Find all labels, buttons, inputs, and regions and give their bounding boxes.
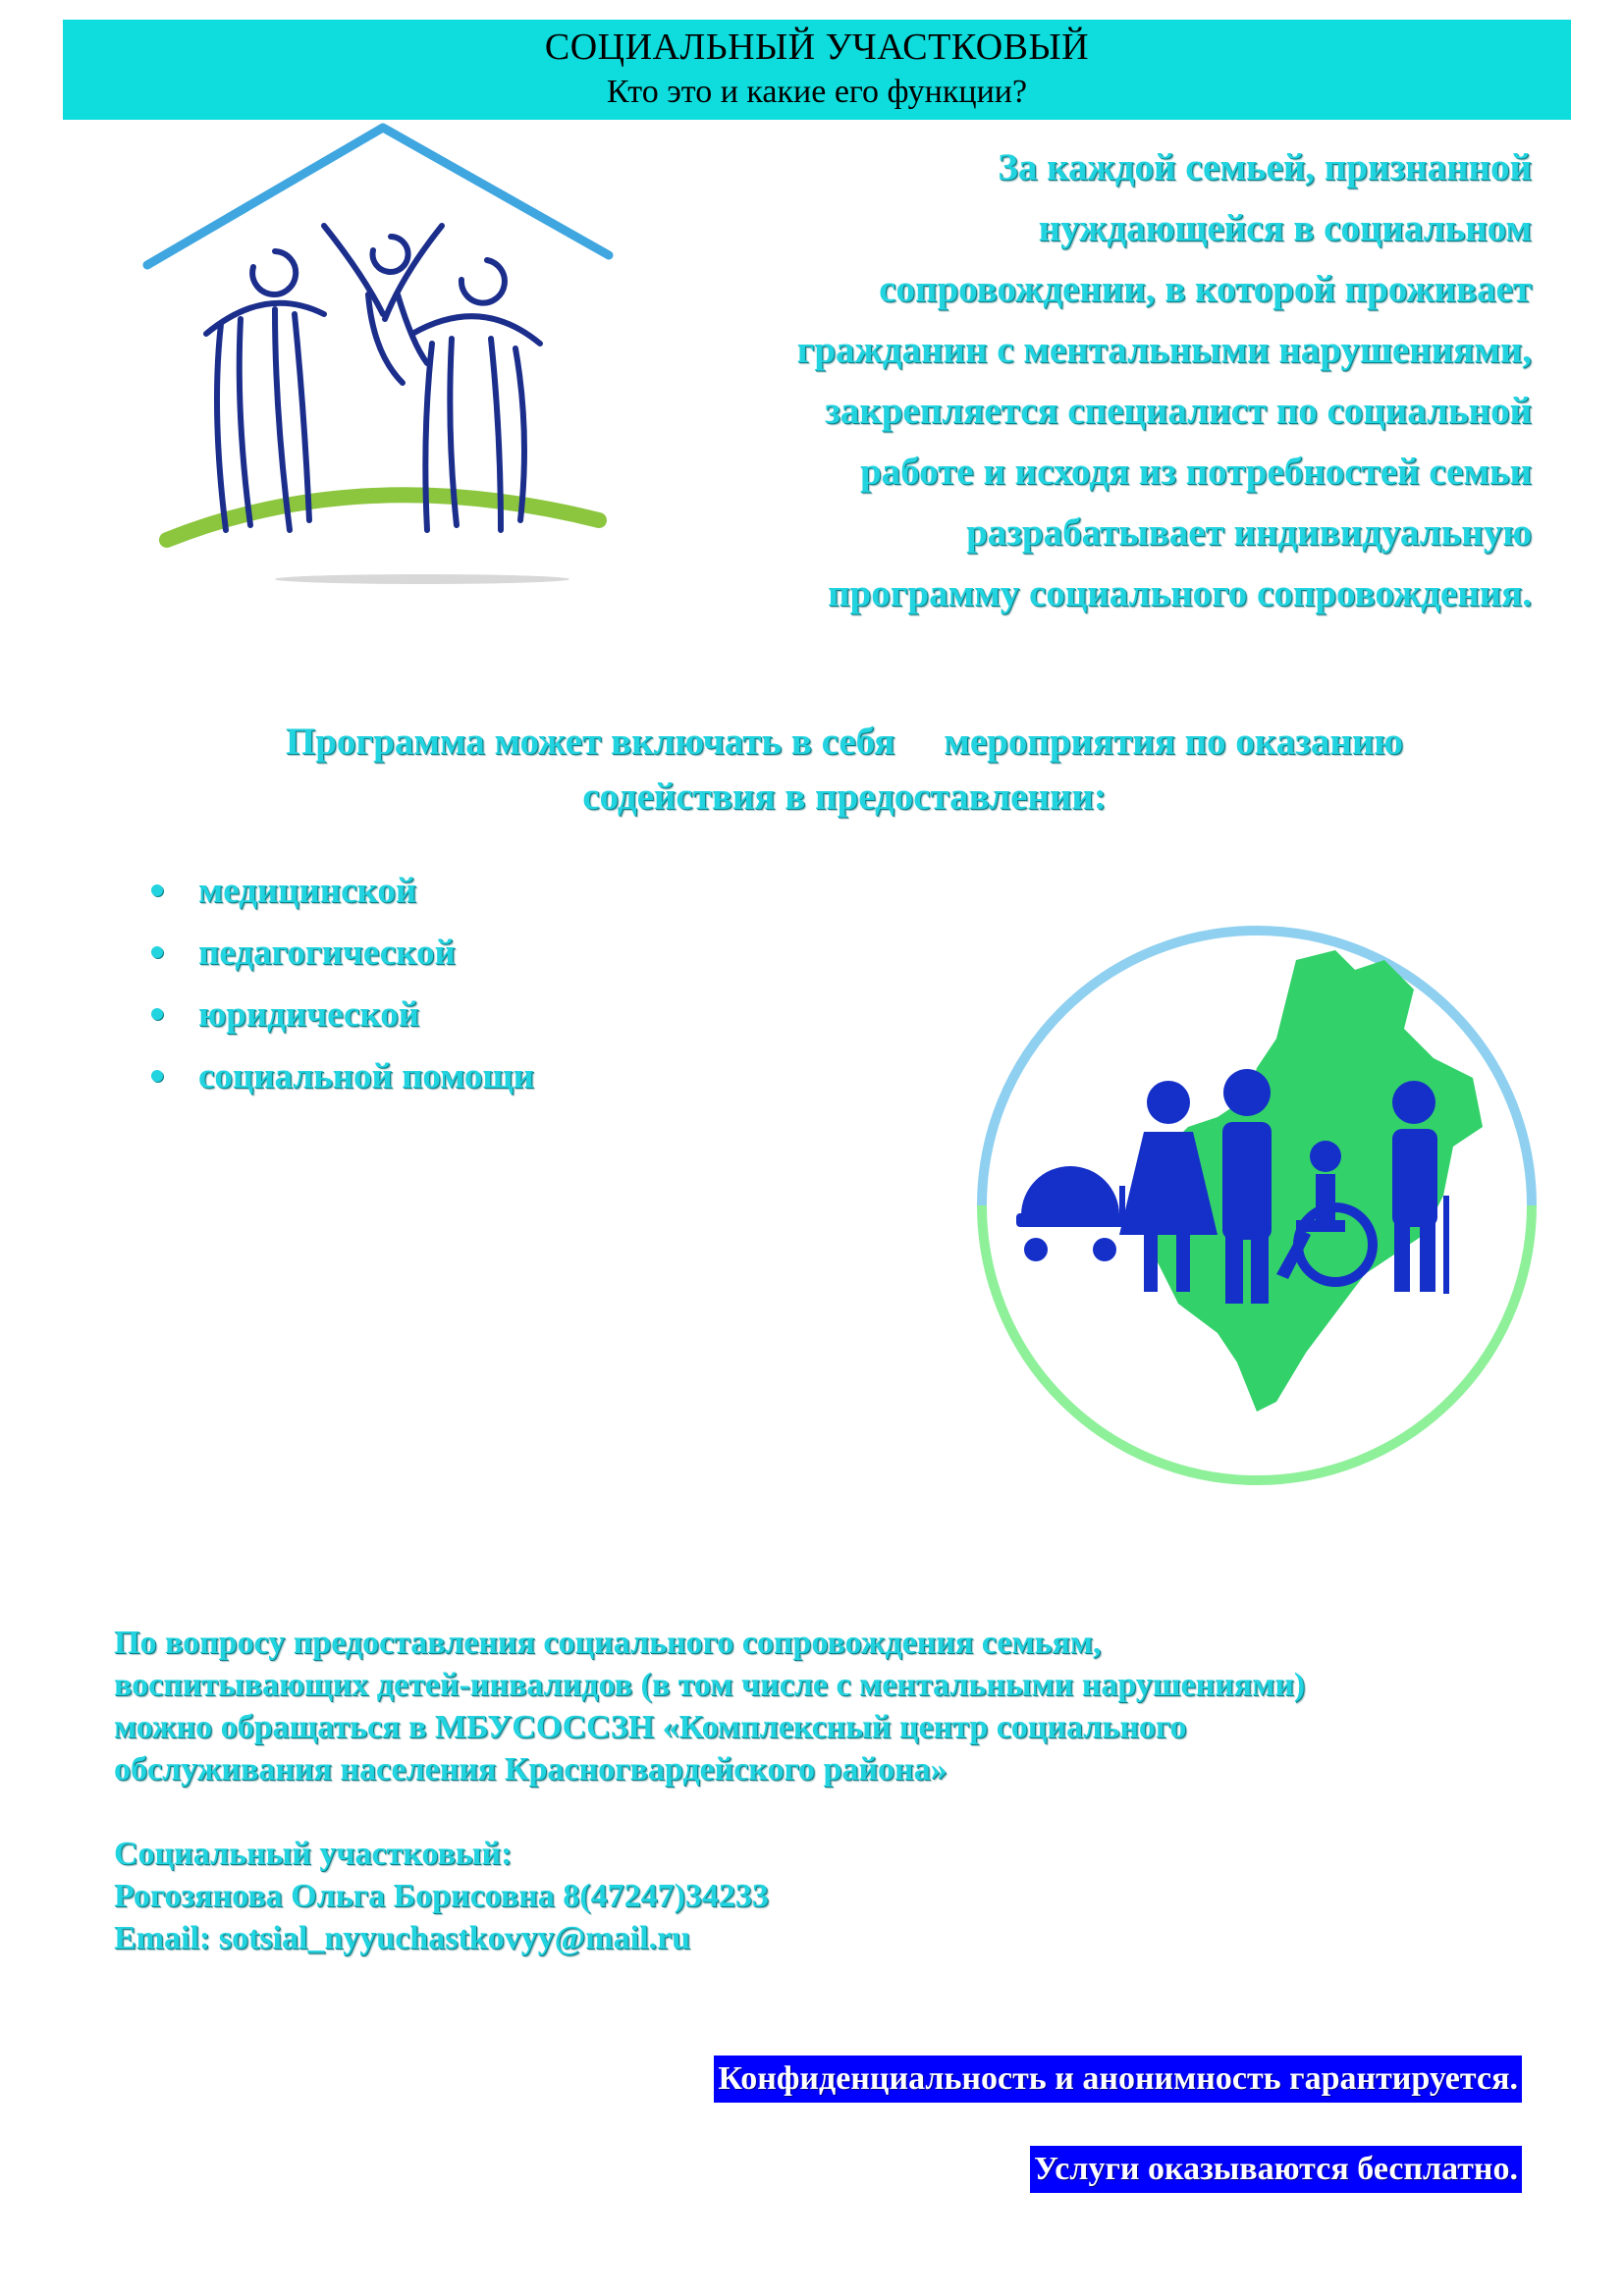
specialist-email: Email: sotsial_nyyuchastkovyy@mail.ru <box>114 1920 691 1956</box>
ground-arc <box>167 495 599 540</box>
program-line-1b: мероприятия по оказанию <box>944 721 1404 763</box>
list-item: медицинской <box>147 860 534 922</box>
program-heading <box>147 715 1542 825</box>
services-list <box>147 860 534 1107</box>
stroller-icon <box>1016 1166 1125 1261</box>
list-item: юридической <box>147 984 534 1045</box>
intro-line: работе и исходя из потребностей семьи <box>859 451 1532 493</box>
header-banner <box>63 20 1571 120</box>
list-item: социальной помощи <box>147 1045 534 1107</box>
region-map-illustration <box>923 901 1591 1490</box>
free-services-note: Услуги оказываются бесплатно. <box>1030 2146 1522 2193</box>
list-item: педагогической <box>147 922 534 984</box>
contact-line: По вопросу предоставления социального сопровождения семьям, <box>114 1625 1102 1661</box>
confidentiality-note: Конфиденциальность и анонимность гарантируется. <box>714 2056 1522 2103</box>
intro-line: сопровождении, в которой проживает <box>879 268 1532 310</box>
intro-line: разрабатывает индивидуальную <box>966 511 1532 554</box>
people-figures <box>206 226 540 530</box>
roof-icon <box>147 128 609 265</box>
contact-line: можно обращаться в МБУСОССЗН «Комплексный центр социального <box>114 1709 1187 1745</box>
specialist-title: Социальный участковый: <box>114 1836 513 1872</box>
bullet-icon <box>151 1070 163 1082</box>
contact-info <box>114 1622 1547 1959</box>
program-line-2: содействия в предоставлении: <box>582 775 1107 818</box>
bullet-icon <box>151 884 163 896</box>
bullet-icon <box>151 1008 163 1020</box>
intro-line: За каждой семьей, признанной <box>998 146 1532 188</box>
bullet-icon <box>151 946 163 958</box>
intro-line: нуждающейся в социальном <box>1038 207 1532 249</box>
intro-paragraph <box>589 137 1532 624</box>
intro-line: гражданин с ментальными нарушениями, <box>796 329 1532 371</box>
shadow <box>275 574 569 584</box>
page-title: СОЦИАЛЬНЫЙ УЧАСТКОВЫЙ <box>544 27 1090 68</box>
contact-line: воспитывающих детей-инвалидов (в том числе с ментальными нарушениями) <box>114 1667 1306 1703</box>
family-house-logo <box>128 118 619 599</box>
contact-line: обслуживания населения Красногвардейского района» <box>114 1751 947 1788</box>
intro-line: закрепляется специалист по социальной <box>825 390 1532 432</box>
specialist-name-phone: Рогозянова Ольга Борисовна 8(47247)34233 <box>114 1878 769 1914</box>
program-line-1a: Программа может включать в себя <box>285 721 895 763</box>
intro-line: программу социального сопровождения. <box>828 572 1532 614</box>
page-subtitle: Кто это и какие его функции? <box>606 74 1028 110</box>
